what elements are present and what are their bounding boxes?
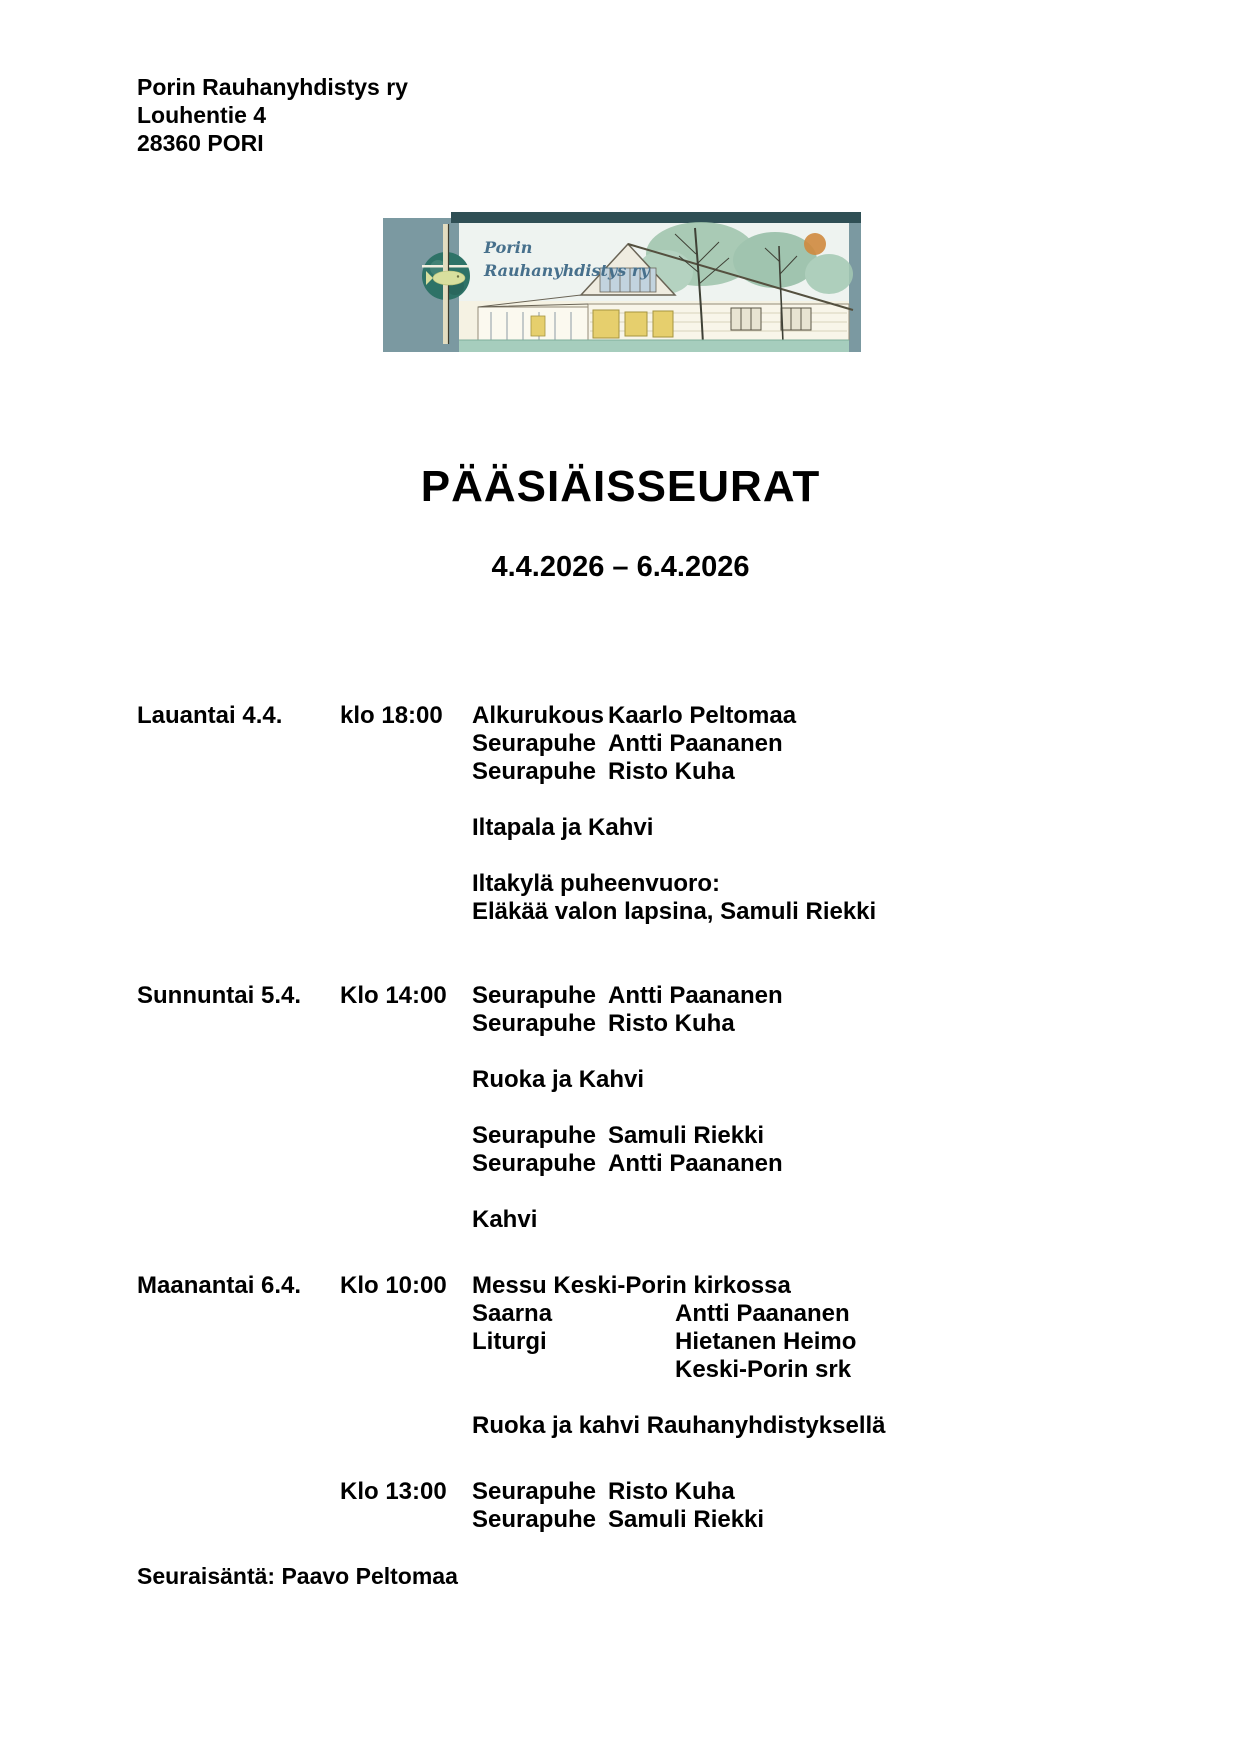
role-label: Seurapuhe xyxy=(472,730,597,757)
sun-icon xyxy=(804,233,826,255)
schedule-row xyxy=(472,730,1117,758)
day-label: Sunnuntai 5.4. xyxy=(137,982,302,1009)
time-label: Klo 10:00 xyxy=(340,1272,447,1299)
meal-note: Ruoka ja Kahvi xyxy=(472,1066,645,1093)
service-label: Messu Keski-Porin kirkossa xyxy=(472,1272,791,1299)
speaker-name: Antti Paananen xyxy=(608,1150,783,1177)
evening-topic: Eläkää valon lapsina, Samuli Riekki xyxy=(472,898,877,925)
speaker-name: Kaarlo Peltomaa xyxy=(608,702,797,729)
meal-note: Kahvi xyxy=(472,1206,538,1233)
host-line: Seuraisäntä: Paavo Peltomaa xyxy=(137,1563,458,1589)
speaker-name: Risto Kuha xyxy=(608,1478,735,1505)
schedule-row xyxy=(137,982,1117,1010)
schedule xyxy=(137,702,1117,1534)
meal-note: Iltapala ja Kahvi xyxy=(472,814,654,841)
schedule-row xyxy=(472,1506,1117,1534)
role-label: Seurapuhe xyxy=(472,1506,597,1533)
time-label: Klo 14:00 xyxy=(340,982,447,1009)
time-label: Klo 13:00 xyxy=(340,1478,447,1505)
sender-city: 28360 PORI xyxy=(137,130,264,156)
schedule-row xyxy=(472,1328,1117,1356)
speaker-name: Keski-Porin srk xyxy=(675,1356,852,1383)
schedule-row xyxy=(472,1150,1117,1178)
banner-illustration xyxy=(383,212,861,352)
speaker-name: Antti Paananen xyxy=(608,982,783,1009)
banner-script-line1: Porin xyxy=(484,238,533,257)
role-label: Seurapuhe xyxy=(472,1478,597,1505)
schedule-row xyxy=(472,1122,1117,1150)
schedule-row xyxy=(137,702,1117,730)
schedule-row xyxy=(472,758,1117,786)
schedule-row xyxy=(472,1010,1117,1038)
schedule-row xyxy=(137,1272,1117,1300)
role-label: Alkurukous xyxy=(472,702,605,729)
page-title: PÄÄSIÄISSEURAT xyxy=(420,462,821,511)
evening-heading: Iltakylä puheenvuoro: xyxy=(472,870,721,897)
banner-top-strip xyxy=(451,212,861,223)
banner-script-line2: Rauhanyhdistys ry xyxy=(484,261,650,280)
speaker-name: Antti Paananen xyxy=(675,1300,850,1327)
schedule-row xyxy=(472,1300,1117,1328)
sender-org: Porin Rauhanyhdistys ry xyxy=(137,74,408,100)
banner-ground xyxy=(459,340,849,352)
role-label: Seurapuhe xyxy=(472,758,597,785)
meal-note: Ruoka ja kahvi Rauhanyhdistyksellä xyxy=(472,1412,886,1439)
speaker-name: Antti Paananen xyxy=(608,730,783,757)
sender-street: Louhentie 4 xyxy=(137,102,267,128)
schedule-row xyxy=(340,1478,1117,1506)
role-label: Saarna xyxy=(472,1300,553,1327)
time-label: klo 18:00 xyxy=(340,702,443,729)
banner-right-band xyxy=(849,223,861,352)
sender-address-block xyxy=(137,73,408,157)
day-label: Lauantai 4.4. xyxy=(137,702,283,729)
role-label: Seurapuhe xyxy=(472,982,597,1009)
role-label: Liturgi xyxy=(472,1328,547,1355)
speaker-name: Samuli Riekki xyxy=(608,1506,765,1533)
role-label: Seurapuhe xyxy=(472,1122,597,1149)
speaker-name: Samuli Riekki xyxy=(608,1122,765,1149)
schedule-row xyxy=(472,1356,1117,1384)
speaker-name: Risto Kuha xyxy=(608,758,735,785)
speaker-name: Risto Kuha xyxy=(608,1010,735,1037)
role-label xyxy=(472,1356,675,1384)
speaker-name: Hietanen Heimo xyxy=(675,1328,857,1355)
organization-banner-image xyxy=(383,212,861,352)
day-label: Maanantai 6.4. xyxy=(137,1272,302,1299)
role-label: Seurapuhe xyxy=(472,1150,597,1177)
role-label: Seurapuhe xyxy=(472,1010,597,1037)
date-range: 4.4.2026 – 6.4.2026 xyxy=(491,551,750,583)
